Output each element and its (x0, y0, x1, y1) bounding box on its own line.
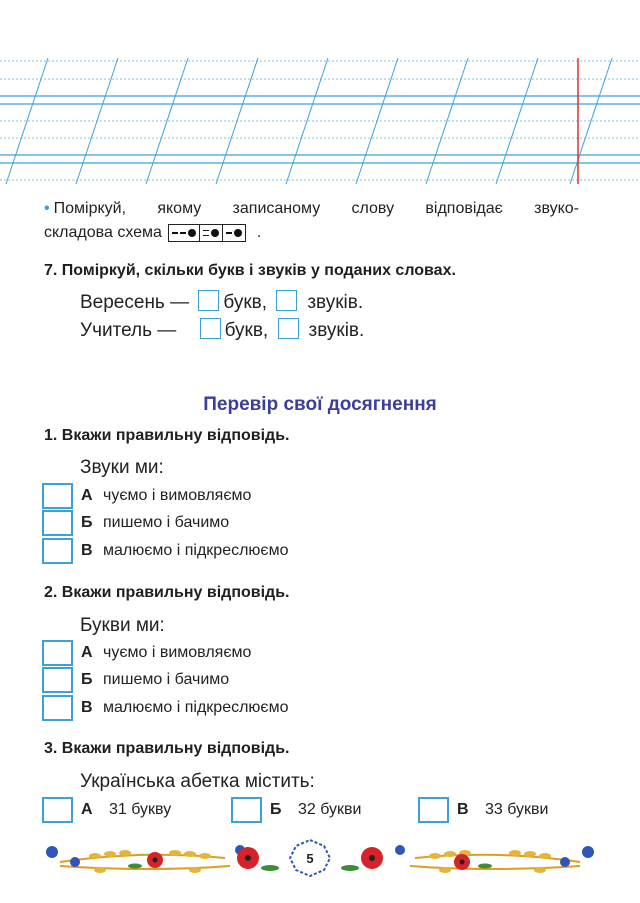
q1-letter-a: А (81, 487, 93, 504)
q3-checkbox-c[interactable] (418, 797, 449, 823)
q3-option-c[interactable] (418, 797, 549, 823)
q2-option-a[interactable] (42, 640, 251, 666)
q2-letter-b: Б (81, 671, 93, 688)
handwriting-lines (0, 0, 640, 190)
q2-checkbox-a[interactable] (42, 640, 73, 666)
task7-word-2: Учитель — (80, 320, 177, 341)
q3-text-b: 32 букви (298, 801, 362, 818)
task7-title: 7. Поміркуй, скільки букв і звуків у поданих словах. (44, 262, 456, 279)
q1-checkbox-c[interactable] (42, 538, 73, 564)
q2-letter-c: В (81, 699, 93, 716)
schema-segment-3 (222, 225, 245, 241)
sounds-label-1: звуків. (307, 292, 364, 313)
bullet-end: . (256, 224, 262, 241)
q2-prompt: Букви ми: (80, 615, 165, 636)
q2-option-c[interactable] (42, 695, 289, 721)
sounds-count-box-2[interactable] (278, 318, 299, 339)
letters-count-box-1[interactable] (198, 290, 219, 311)
q1-checkbox-b[interactable] (42, 510, 73, 536)
q2-option-b[interactable] (42, 667, 229, 693)
q1-checkbox-a[interactable] (42, 483, 73, 509)
letters-count-box-2[interactable] (200, 318, 221, 339)
task7-row-2 (80, 318, 364, 342)
q3-letter-b: Б (270, 801, 282, 818)
bullet-marker: • (44, 200, 50, 217)
q1-prompt: Звуки ми: (80, 457, 164, 478)
bullet-text-line1: Поміркуй, якому записаному слову відповідає звуко- (53, 200, 579, 217)
q1-text-a: чуємо і вимовляємо (103, 487, 252, 504)
task7-row-1 (80, 290, 363, 314)
q3-checkbox-b[interactable] (231, 797, 262, 823)
q2-checkbox-c[interactable] (42, 695, 73, 721)
q3-letter-a: А (81, 801, 93, 818)
q1-option-b[interactable] (42, 510, 229, 536)
q3-checkbox-a[interactable] (42, 797, 73, 823)
q2-text-a: чуємо і вимовляємо (103, 644, 252, 661)
q2-checkbox-b[interactable] (42, 667, 73, 693)
letters-label-1: букв, (223, 292, 268, 313)
q3-text-c: 33 букви (485, 801, 549, 818)
q3-title: 3. Вкажи правильну відповідь. (44, 740, 290, 757)
letters-label-2: букв, (224, 320, 269, 341)
q1-letter-b: Б (81, 514, 93, 531)
sounds-count-box-1[interactable] (276, 290, 297, 311)
q1-letter-c: В (81, 542, 93, 559)
q3-prompt: Українська абетка містить: (80, 771, 315, 792)
q1-title: 1. Вкажи правильну відповідь. (44, 427, 290, 444)
sound-syllable-schema (168, 224, 246, 242)
q3-letter-c: В (457, 801, 469, 818)
q3-text-a: 31 букву (109, 801, 172, 818)
bullet-paragraph (44, 197, 579, 245)
q3-option-b[interactable] (231, 797, 362, 823)
section-title: Перевір свої досягнення (203, 394, 437, 415)
schema-segment-2 (199, 225, 222, 241)
task7-word-1: Вересень — (80, 292, 190, 313)
sounds-label-2: звуків. (308, 320, 365, 341)
floral-ornament (0, 832, 640, 882)
q2-text-c: малюємо і підкреслюємо (103, 699, 289, 716)
schema-segment-1 (169, 225, 199, 241)
q2-title: 2. Вкажи правильну відповідь. (44, 584, 290, 601)
page-number: 5 (306, 851, 314, 866)
bullet-text-line2: складова схема (44, 224, 162, 241)
q1-option-a[interactable] (42, 483, 251, 509)
q1-text-b: пишемо і бачимо (103, 514, 230, 531)
q2-text-b: пишемо і бачимо (103, 671, 230, 688)
q1-text-c: малюємо і підкреслюємо (103, 542, 289, 559)
q1-option-c[interactable] (42, 538, 289, 564)
q2-letter-a: А (81, 644, 93, 661)
q3-option-a[interactable] (42, 797, 171, 823)
